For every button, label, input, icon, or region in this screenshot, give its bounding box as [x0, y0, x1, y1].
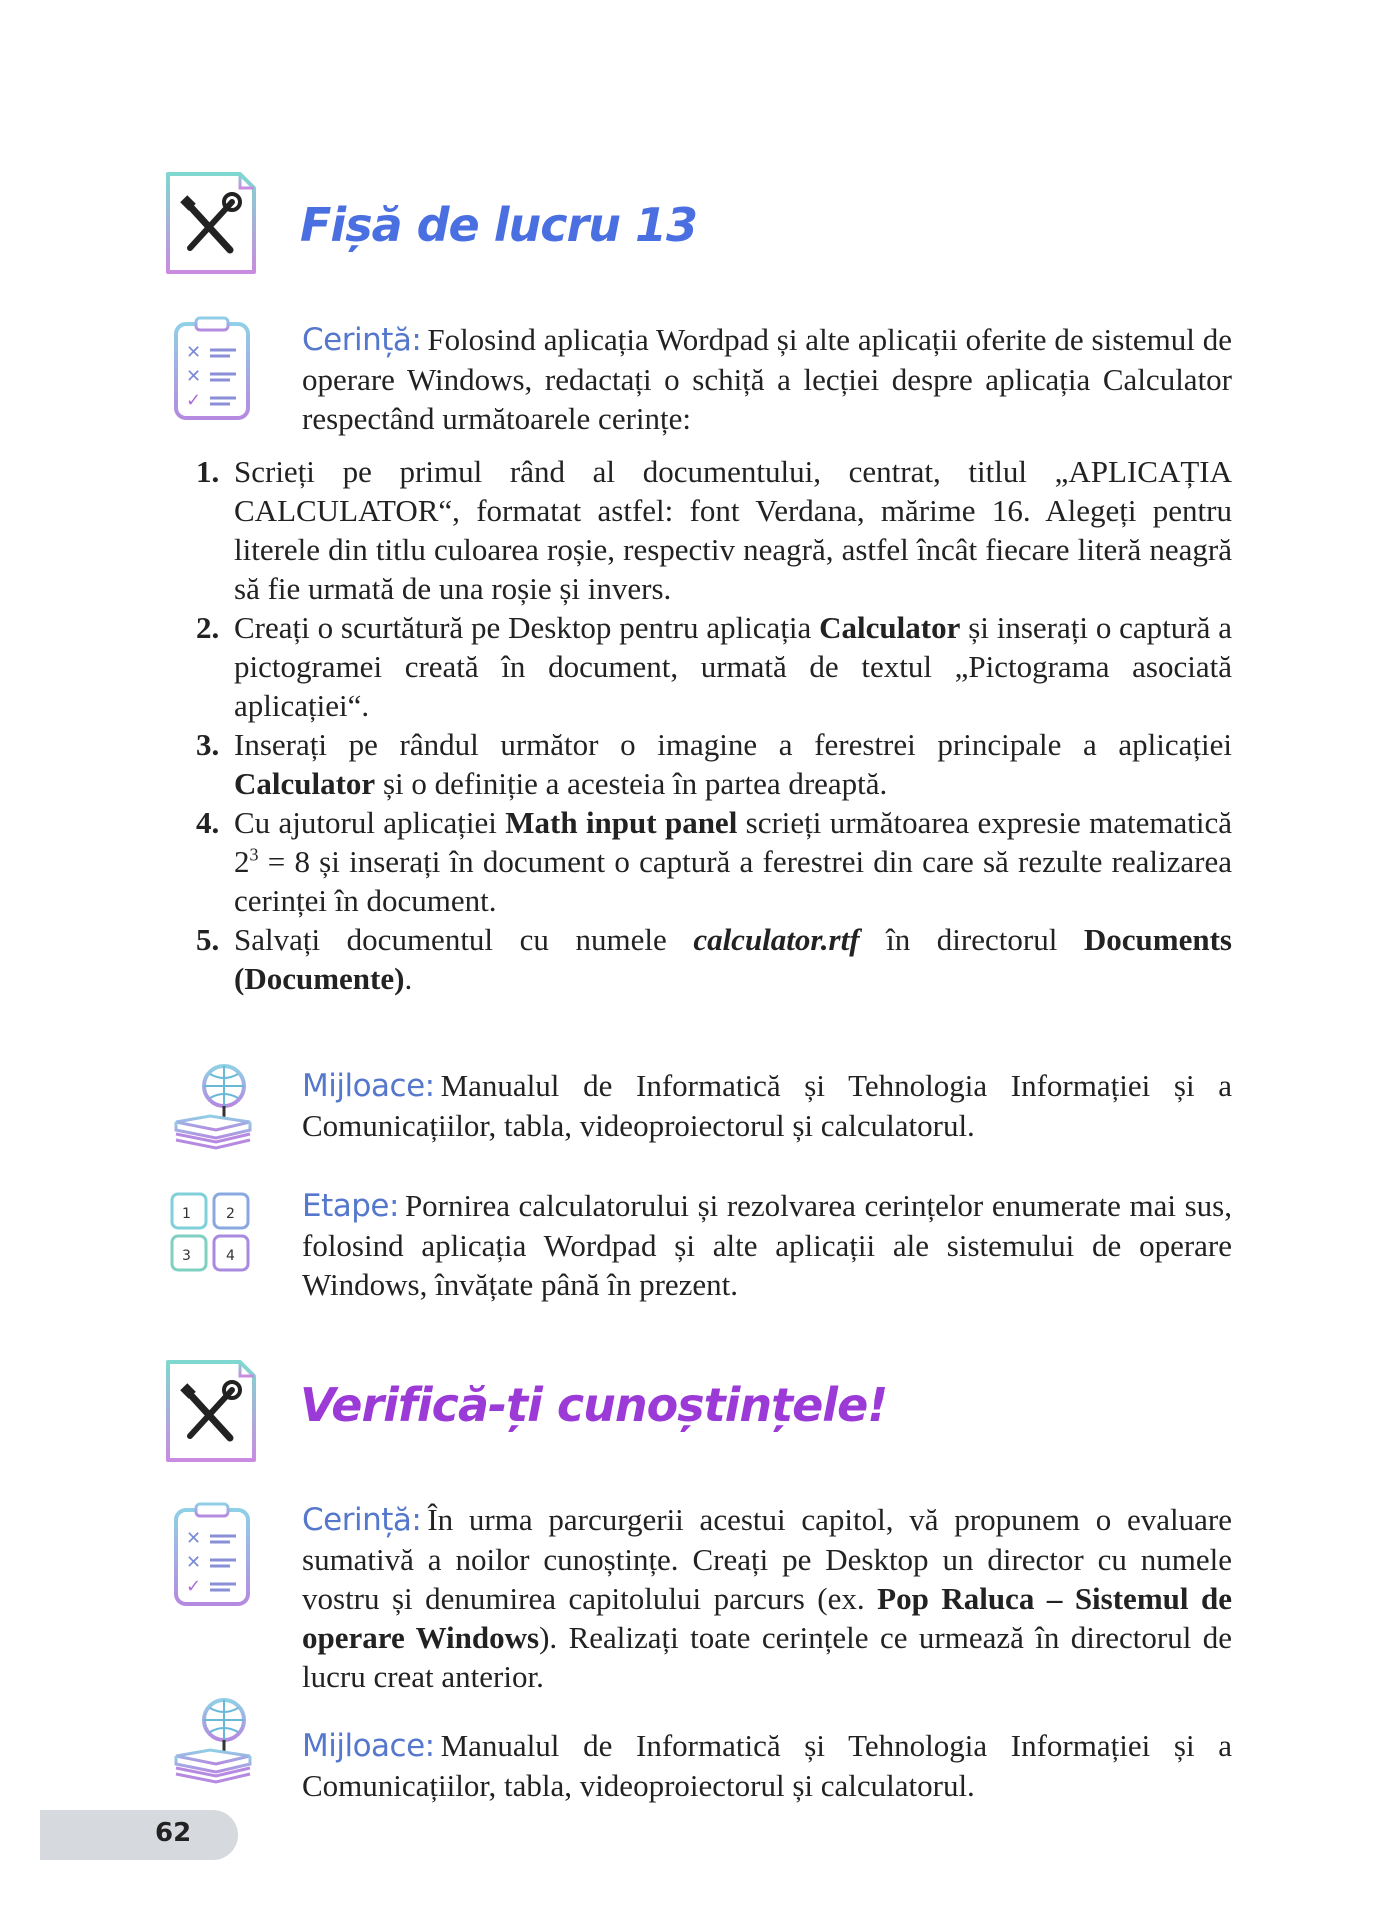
- cerinta-paragraph: [302, 320, 1232, 438]
- item-number: 1.: [196, 454, 220, 489]
- checklist-icon: [172, 314, 252, 422]
- worksheet-title: Fișă de lucru 13: [300, 198, 698, 252]
- text-run: și o definiție a acesteia în partea dreaptă.: [375, 766, 888, 801]
- svg-text:2: 2: [226, 1206, 235, 1222]
- text-run: Cu ajutorul aplicației: [234, 805, 506, 840]
- text-run: Scrieți pe primul rând al documentului, centrat, titlul „APLICAȚIA CALCULATOR“, formatat astfel: font Verdana, mărime 16. Alegeți pentru literele din titlu culoarea roșie, respectiv neagră, astfel încât fiecare literă neagră să fie urmată de una roșie și invers.: [234, 454, 1232, 606]
- requirement-item: [196, 803, 1232, 920]
- text-run: Inserați pe rândul următor o imagine a ferestrei principale a aplicației: [234, 727, 1232, 762]
- cerinta-label-2: Cerință:: [302, 1502, 422, 1538]
- superscript: 3: [249, 844, 259, 865]
- text-run: .: [404, 961, 413, 996]
- globe-books-icon: [168, 1694, 258, 1784]
- requirement-item: [196, 452, 1232, 608]
- item-number: 3.: [196, 727, 220, 762]
- text-run: În urma parcurgerii acestui capitol, vă propunem o evaluare sumativă a noilor cunoștințe. Creați pe Desktop un director cu numele vostru și denumirea capitolului parcurs (ex.: [302, 1502, 1232, 1616]
- text-run: scrieți următoarea expresie matematică 2: [234, 805, 1233, 879]
- checklist-icon: [172, 1500, 252, 1608]
- requirement-item: [196, 725, 1232, 803]
- mijloace-text-2: Manualul de Informatică și Tehnologia Informației și a Comunicațiilor, tabla, videoproiectorul și calculatorul.: [302, 1728, 1232, 1803]
- item-number: 4.: [196, 805, 220, 840]
- text-run: = 8 și inserați în document o captură a ferestrei din care să rezulte realizarea cerinței în document.: [234, 844, 1232, 918]
- text-run: în directorul: [859, 922, 1084, 957]
- check-knowledge-title: Verifică-ți cunoștințele!: [300, 1378, 888, 1432]
- bold-text: Documents (Documente): [234, 922, 1232, 996]
- etape-label: Etape:: [302, 1188, 399, 1224]
- item-number: 5.: [196, 922, 220, 957]
- mijloace-paragraph: [302, 1066, 1232, 1145]
- mijloace-text: Manualul de Informatică și Tehnologia Informației și a Comunicațiilor, tabla, videoproiectorul și calculatorul.: [302, 1068, 1232, 1143]
- mijloace-paragraph-2: [302, 1726, 1232, 1805]
- requirement-item: [196, 920, 1232, 998]
- bold-text: Pop Raluca – Sistemul de operare Windows: [302, 1581, 1232, 1655]
- cerinta-label: Cerință:: [302, 322, 422, 358]
- mijloace-label-2: Mijloace:: [302, 1728, 435, 1764]
- tools-icon: [160, 168, 260, 280]
- cerinta-paragraph-2: [302, 1500, 1232, 1696]
- cerinta-text-2: [302, 1502, 1232, 1694]
- cerinta-text: Folosind aplicația Wordpad și alte aplicații oferite de sistemul de operare Windows, redactați o schiță a lecției despre aplicația Calculator respectând următoarele cerințe:: [302, 322, 1232, 436]
- etape-text: Pornirea calculatorului și rezolvarea cerințelor enumerate mai sus, folosind aplicația Wordpad și alte aplicații ale sistemului de operare Windows, învățate până în prezent.: [302, 1188, 1232, 1302]
- svg-text:4: 4: [226, 1248, 235, 1264]
- svg-text:✕: ✕: [186, 342, 202, 363]
- bold-text: Math input panel: [505, 805, 738, 840]
- svg-text:✓: ✓: [186, 1576, 202, 1597]
- bold-text: Calculator: [234, 766, 376, 801]
- requirements-list: [196, 452, 1232, 998]
- text-run: Creați o scurtătură pe Desktop pentru aplicația: [234, 610, 820, 645]
- puzzle-icon: [166, 1188, 256, 1278]
- globe-books-icon: [168, 1060, 258, 1150]
- item-number: 2.: [196, 610, 220, 645]
- text-run: ). Realizați toate cerințele ce urmează în directorul de lucru creat anterior.: [302, 1620, 1232, 1694]
- page-number-tab: [40, 1810, 238, 1860]
- svg-text:✕: ✕: [186, 1552, 202, 1573]
- page-number: 62: [155, 1818, 192, 1848]
- svg-text:✕: ✕: [186, 366, 202, 387]
- svg-text:3: 3: [182, 1248, 191, 1264]
- tools-icon: [160, 1356, 260, 1468]
- bold-text: calculator.rtf: [693, 922, 860, 957]
- bold-text: Calculator: [819, 610, 961, 645]
- text-run: Salvați documentul cu numele: [234, 922, 694, 957]
- text-run: și inserați o captură a pictogramei creată în document, urmată de textul „Pictograma asociată aplicației“.: [234, 610, 1232, 723]
- svg-text:1: 1: [182, 1206, 191, 1222]
- etape-paragraph: [302, 1186, 1232, 1304]
- mijloace-label: Mijloace:: [302, 1068, 435, 1104]
- svg-text:✓: ✓: [186, 390, 202, 411]
- svg-text:✕: ✕: [186, 1528, 202, 1549]
- requirement-item: [196, 608, 1232, 725]
